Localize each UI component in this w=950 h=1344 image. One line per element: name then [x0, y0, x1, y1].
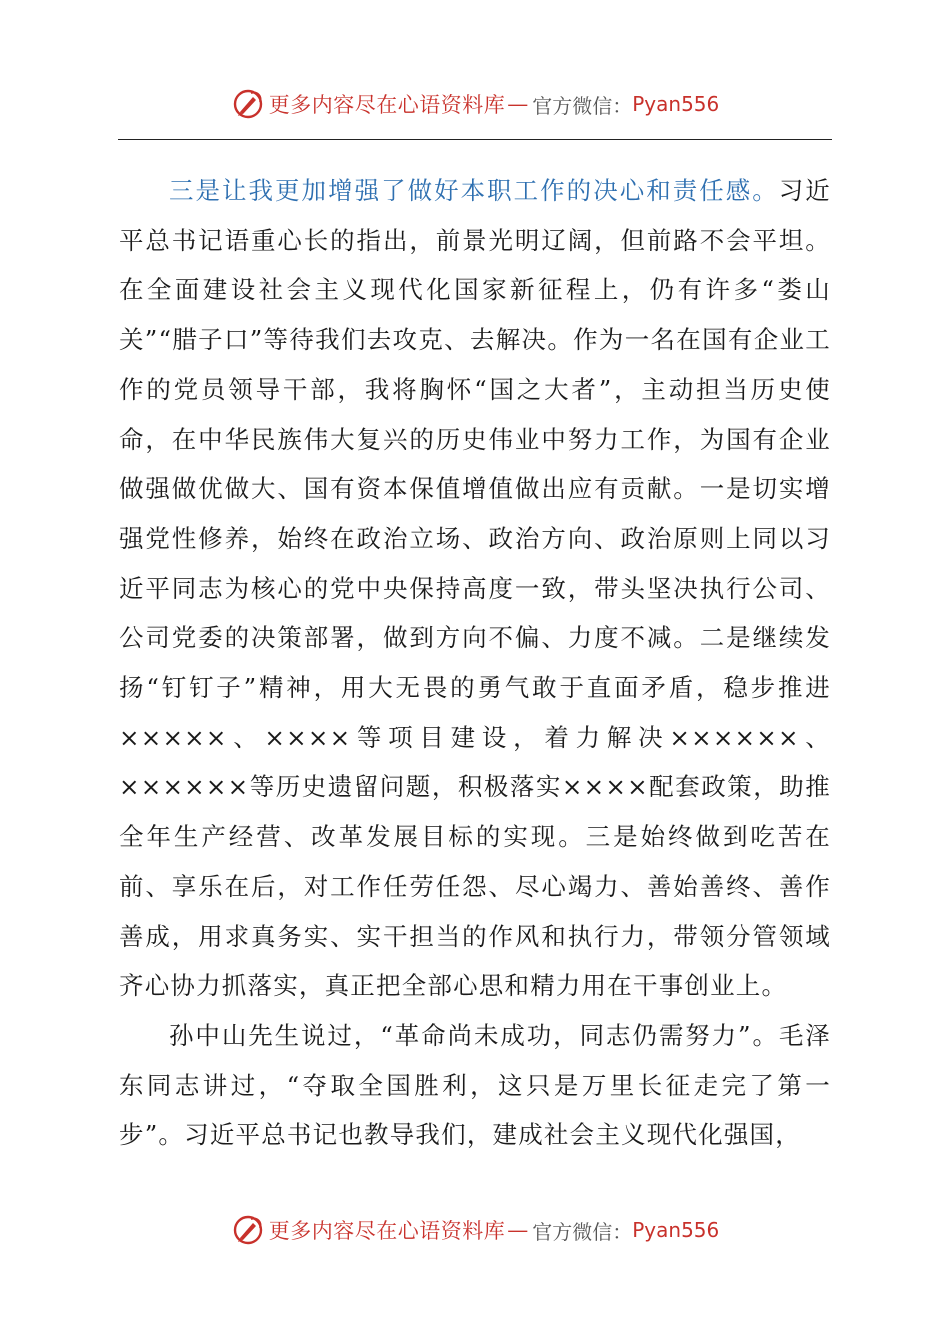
- header-wechat-label: 官方微信：: [532, 93, 633, 118]
- footer-banner: [0, 1208, 950, 1252]
- paragraph-1-text: 习近平总书记语重心长的指出，前景光明辽阔，但前路不会平坦。在全面建设社会主义现代化国家新征程上，仍有许多“娄山关”“腊子口”等待我们去攻克、去解决。作为一名在国有企业工作的党员领导干部，我将胸怀“国之大者”，主动担当历史使命，在中华民族伟大复兴的历史伟业中努力工作，为国有企业做强做优做大、国有资本保值增值做出应有贡献。一是切实增强党性修养，始终在政治立场、政治方向、政治原则上同以习近平同志为核心的党中央保持高度一致，带头坚决执行公司、公司党委的决策部署，做到方向不偏、力度不减。二是继续发扬“钉钉子”精神，用大无畏的勇气敢于直面矛盾，稳步推进×××××、××××等项目建设，着力解决××××××、××××××等历史遗留问题，积极落实××××配套政策，助推全年生产经营、改革发展目标的实现。三是始终做到吃苦在前、享乐在后，对工作任劳任怨、尽心竭力、善始善终、善作善成，用求真务实、实干担当的作风和执行力，带领分管领域齐心协力抓落实，真正把全部心思和精力用在干事创业上。: [119, 176, 831, 1001]
- pen-logo-icon: [231, 1213, 265, 1247]
- pen-logo-icon: [231, 87, 265, 121]
- paragraph-1: [119, 166, 831, 1011]
- header-banner-text: 更多内容尽在心语资料库: [268, 93, 506, 117]
- footer-banner-text: 更多内容尽在心语资料库: [268, 1219, 506, 1243]
- footer-wechat-label: 官方微信：: [532, 1219, 633, 1244]
- paragraph-1-heading: 三是让我更加增强了做好本职工作的决心和责任感。: [169, 176, 779, 205]
- header-banner: [0, 82, 950, 126]
- header-banner-separator: —: [507, 92, 529, 116]
- footer-banner-separator: —: [507, 1218, 529, 1242]
- paragraph-2-text: 孙中山先生说过，“革命尚未成功，同志仍需努力”。毛泽东同志讲过，“夺取全国胜利，这只是万里长征走完了第一步”。习近平总书记也教导我们，建成社会主义现代化强国，: [119, 1020, 831, 1150]
- header-divider: [118, 139, 832, 140]
- document-body: [119, 166, 831, 1160]
- paragraph-2: [119, 1011, 831, 1160]
- footer-wechat-id: Pyan556: [632, 1218, 720, 1242]
- header-wechat-id: Pyan556: [632, 92, 720, 116]
